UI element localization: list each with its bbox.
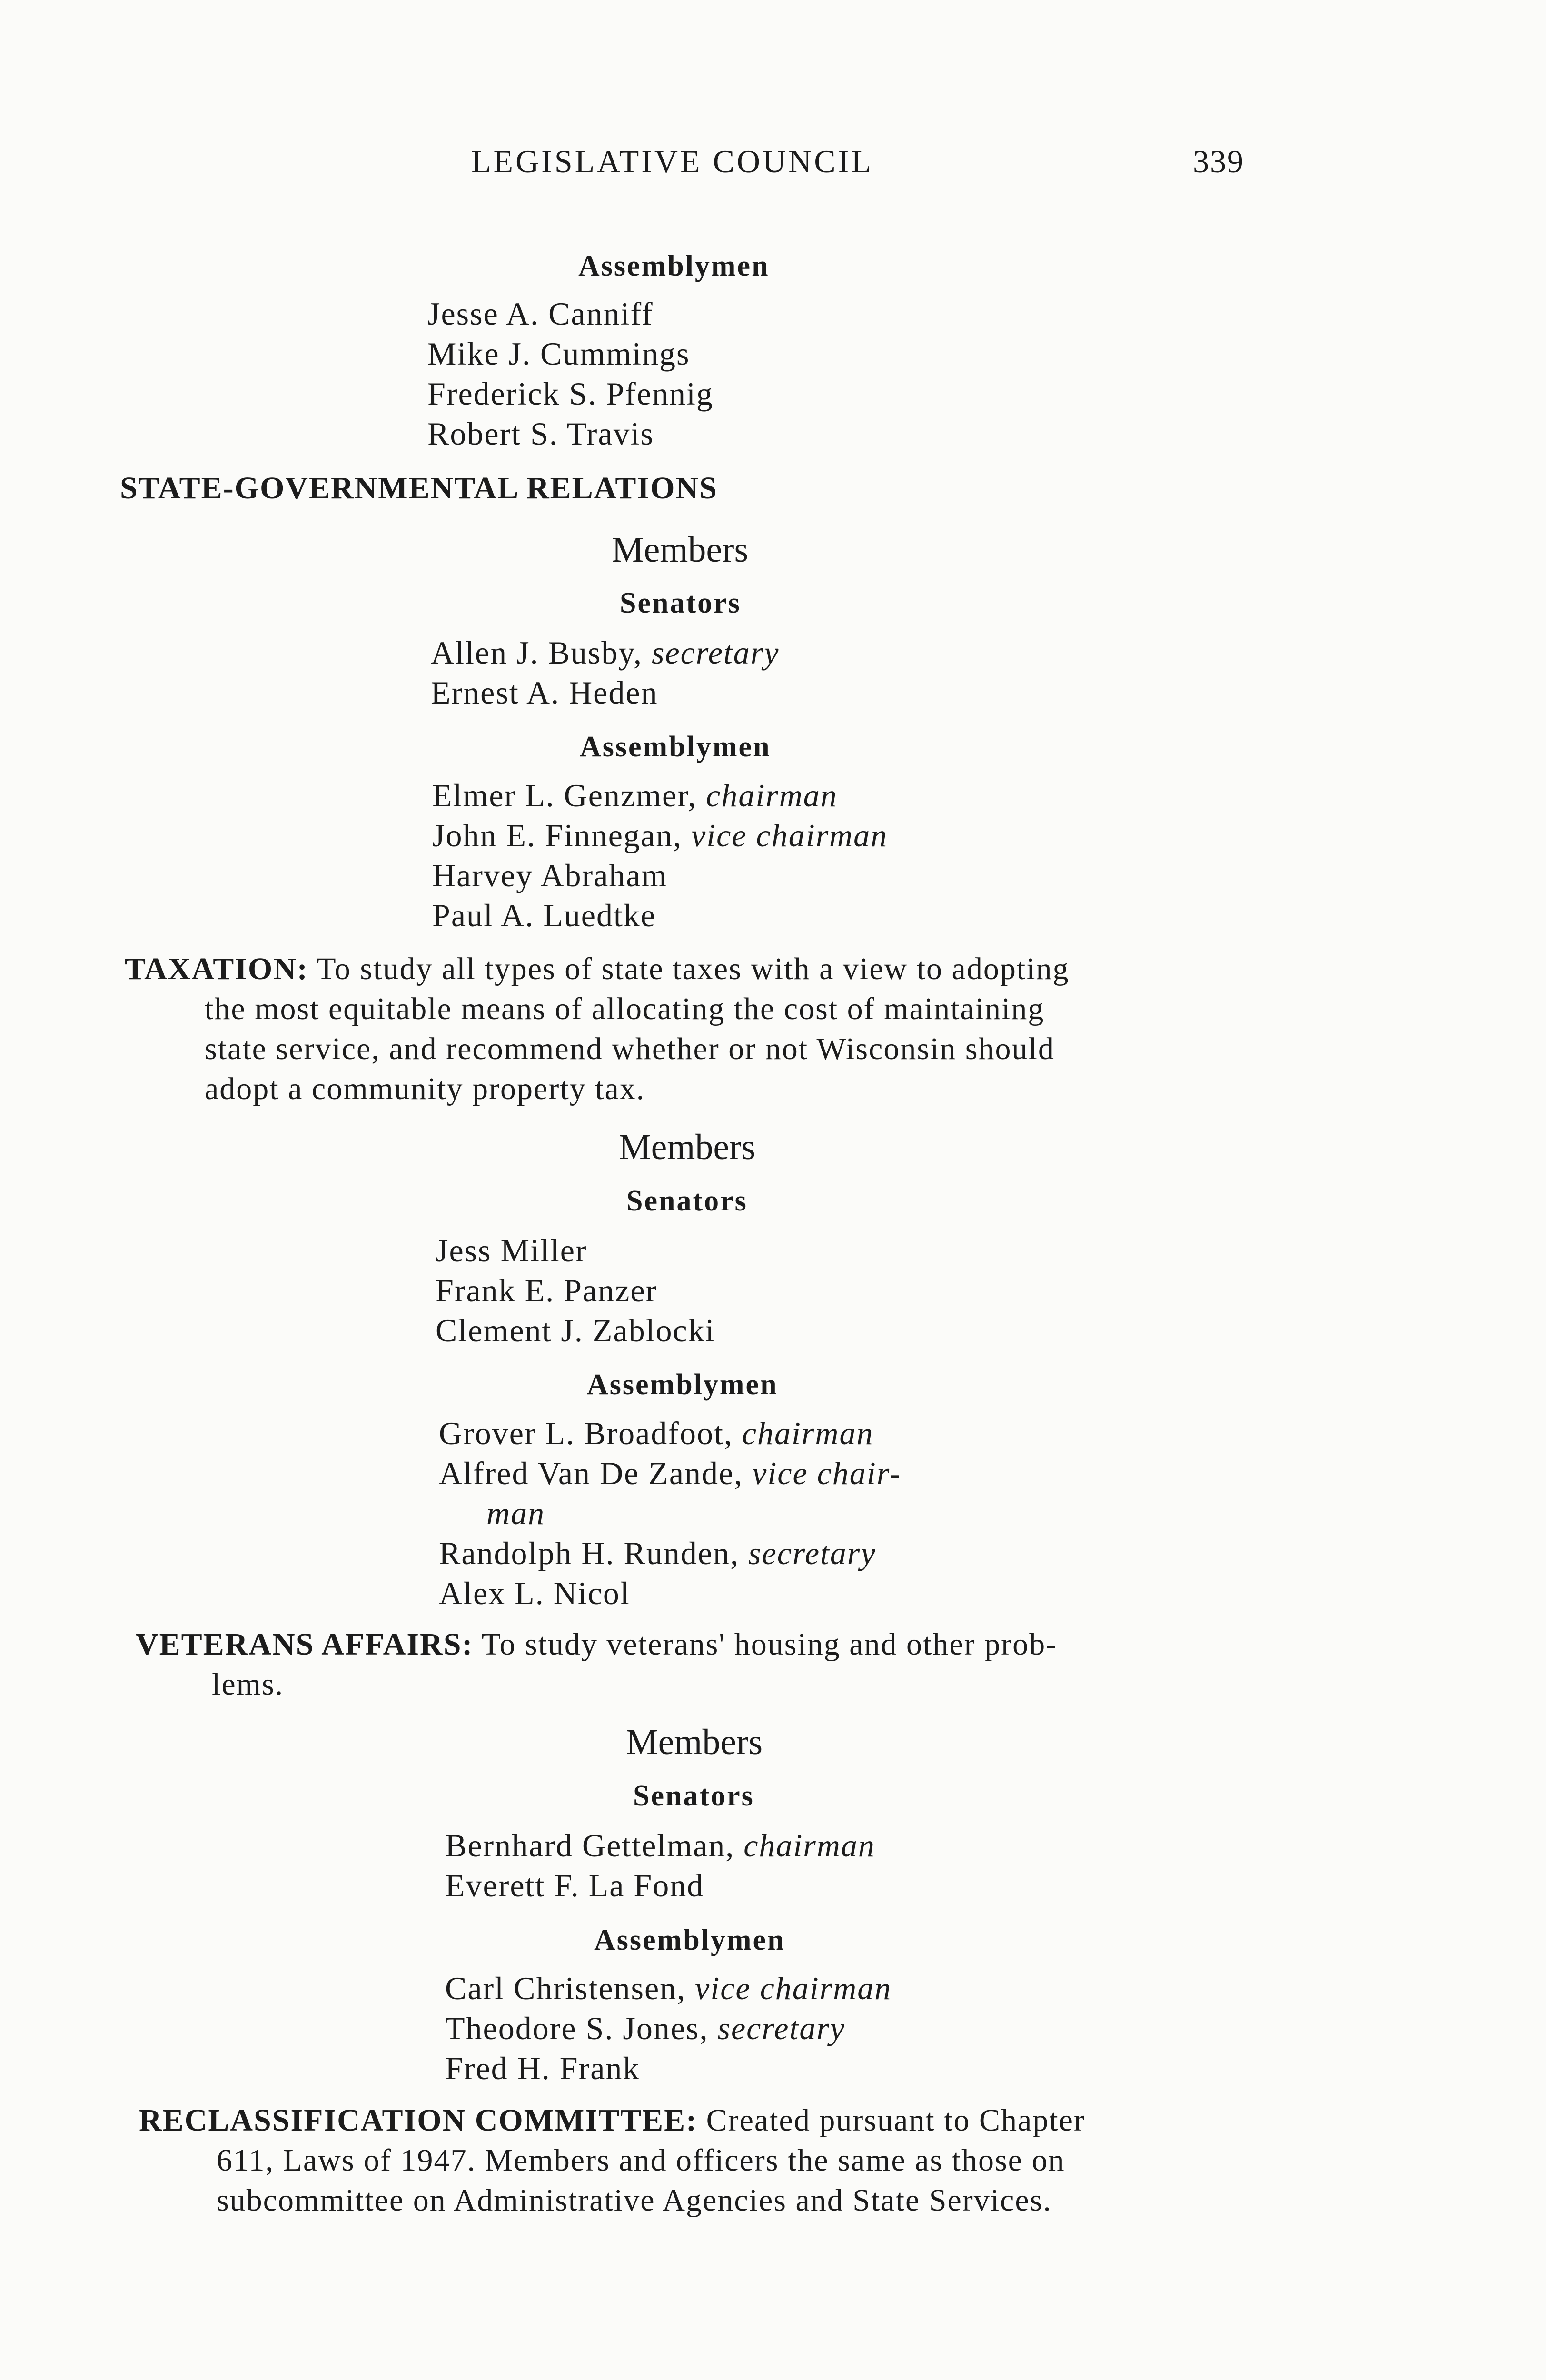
subheading-senators: Senators bbox=[620, 587, 741, 619]
member-name: Grover L. Broadfoot, chairman bbox=[439, 1415, 874, 1451]
member-name: Alex L. Nicol bbox=[439, 1575, 630, 1611]
subheading-assemblymen: Assemblymen bbox=[580, 731, 771, 763]
member-name: Mike J. Cummings bbox=[427, 336, 690, 372]
member-name: Fred H. Frank bbox=[445, 2050, 640, 2086]
member-name: John E. Finnegan, vice chairman bbox=[432, 817, 888, 853]
members-heading: Members bbox=[612, 530, 749, 570]
section-description-line: the most equitable means of allocating the cost of maintaining bbox=[205, 992, 1045, 1026]
member-name: Allen J. Busby, secretary bbox=[431, 635, 780, 671]
member-name: Elmer L. Genzmer, chairman bbox=[432, 777, 838, 813]
member-name: Ernest A. Heden bbox=[431, 674, 658, 711]
member-name: Frederick S. Pfennig bbox=[427, 376, 714, 412]
section-description-line: lems. bbox=[212, 1667, 284, 1702]
section-heading-veterans-affairs: VETERANS AFFAIRS: bbox=[136, 1627, 474, 1662]
members-heading: Members bbox=[626, 1722, 763, 1762]
member-name: Frank E. Panzer bbox=[436, 1272, 658, 1309]
section-heading-state-governmental-relations: STATE-GOVERNMENTAL RELATIONS bbox=[120, 471, 718, 506]
member-name: Jesse A. Canniff bbox=[427, 296, 654, 332]
member-name: Paul A. Luedtke bbox=[432, 897, 656, 933]
member-name: Bernhard Gettelman, chairman bbox=[445, 1827, 875, 1864]
member-name: Robert S. Travis bbox=[427, 416, 654, 452]
section-heading-reclassification-committee: RECLASSIFICATION COMMITTEE: bbox=[139, 2103, 698, 2138]
section-taxation-line: TAXATION: To study all types of state taxes with a view to adopting bbox=[125, 952, 1070, 986]
section-description-line: 611, Laws of 1947. Members and officers the same as those on bbox=[217, 2143, 1065, 2178]
subheading-assemblymen: Assemblymen bbox=[594, 1924, 785, 1956]
member-name: Theodore S. Jones, secretary bbox=[445, 2010, 845, 2046]
section-description-line: adopt a community property tax. bbox=[205, 1071, 645, 1106]
running-header: LEGISLATIVE COUNCIL bbox=[471, 143, 873, 179]
subheading-assemblymen: Assemblymen bbox=[587, 1368, 778, 1401]
member-name: Carl Christensen, vice chairman bbox=[445, 1970, 892, 2006]
members-heading: Members bbox=[619, 1127, 756, 1167]
section-veterans-affairs-line: VETERANS AFFAIRS: To study veterans' housing and other prob- bbox=[136, 1627, 1058, 1662]
subheading-senators: Senators bbox=[626, 1185, 748, 1217]
page-number: 339 bbox=[1193, 143, 1244, 179]
member-name: Everett F. La Fond bbox=[445, 1867, 704, 1904]
section-description-line: subcommittee on Administrative Agencies and State Services. bbox=[217, 2183, 1052, 2218]
member-name: Alfred Van De Zande, vice chair- bbox=[439, 1455, 902, 1491]
subheading-senators: Senators bbox=[633, 1780, 754, 1812]
section-reclassification-line: RECLASSIFICATION COMMITTEE: Created pursuant to Chapter bbox=[139, 2103, 1085, 2138]
section-description-line: state service, and recommend whether or not Wisconsin should bbox=[205, 1031, 1055, 1066]
member-name: Harvey Abraham bbox=[432, 857, 668, 893]
member-name: Randolph H. Runden, secretary bbox=[439, 1535, 876, 1571]
subheading-assemblymen: Assemblymen bbox=[578, 250, 770, 282]
member-name: Clement J. Zablocki bbox=[436, 1312, 715, 1349]
member-role-continuation: man bbox=[486, 1495, 545, 1531]
section-heading-taxation: TAXATION: bbox=[125, 952, 308, 986]
member-name: Jess Miller bbox=[436, 1232, 587, 1269]
